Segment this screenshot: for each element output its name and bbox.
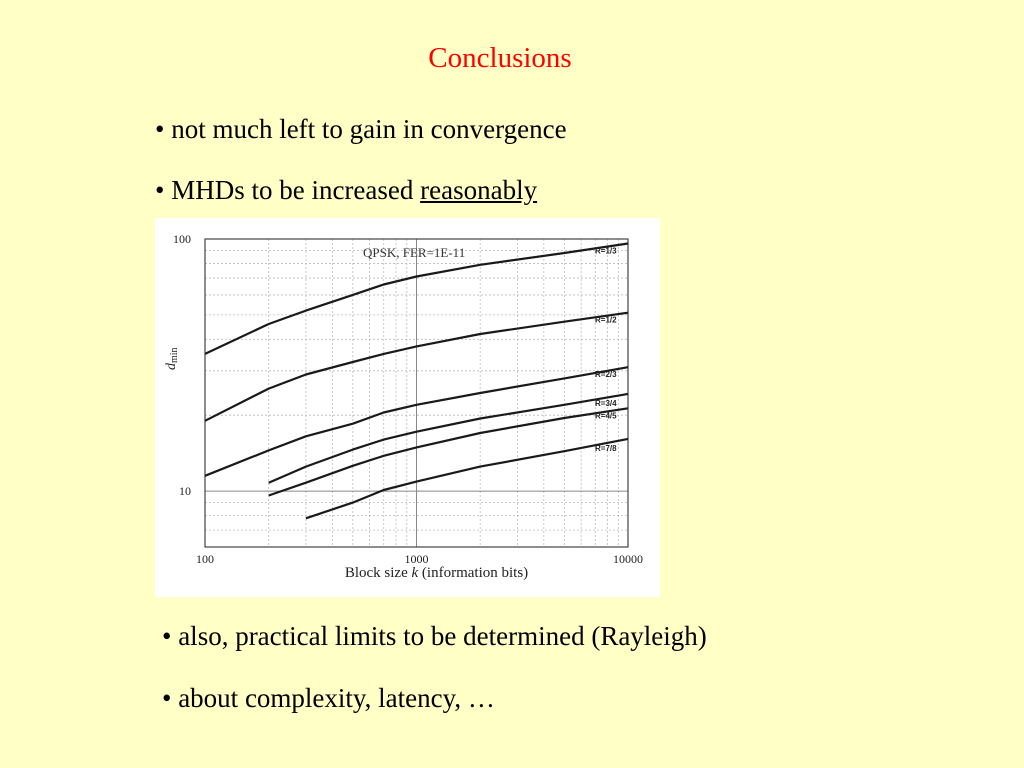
slide-title: Conclusions — [428, 42, 572, 74]
dmin-chart — [155, 218, 660, 597]
y-tick-label: 100 — [173, 232, 191, 246]
series-label: R=3/4 — [595, 398, 617, 408]
series-label: R=7/8 — [595, 443, 617, 453]
series-label: R=1/3 — [595, 246, 617, 256]
series-line — [306, 439, 628, 518]
chart-ticks — [173, 232, 643, 566]
dmin-chart-svg — [155, 218, 660, 597]
y-tick-label: 10 — [179, 484, 191, 499]
x-axis-label-prefix: Block size — [344, 565, 412, 581]
series-line — [269, 408, 628, 495]
x-axis-label-var: k — [411, 565, 419, 581]
bullet-mhds-emphasis: reasonably — [420, 175, 538, 205]
bullet-practical-limits: • also, practical limits to be determined (Rayleigh) — [162, 621, 707, 651]
chart-title: QPSK, FER=1E-11 — [363, 245, 466, 260]
x-axis-label-suffix: (information bits) — [418, 565, 529, 581]
x-tick-label: 1000 — [404, 552, 429, 566]
series-label: R=1/2 — [595, 315, 617, 325]
bullet-mhds-text: • MHDs to be increased — [155, 175, 421, 205]
series-label: R=2/3 — [595, 370, 617, 380]
chart-grid — [205, 239, 628, 547]
y-axis-label-var: d — [164, 363, 179, 370]
y-axis-label — [164, 347, 180, 370]
x-tick-label: 100 — [196, 552, 214, 566]
bullet-complexity: • about complexity, latency, … — [162, 683, 495, 713]
x-tick-label: 10000 — [613, 552, 643, 566]
bullet-convergence: • not much left to gain in convergence — [155, 114, 567, 144]
series-label: R=4/5 — [595, 411, 617, 421]
series-line — [269, 394, 628, 483]
bullet-mhds — [155, 175, 537, 206]
x-axis-label — [345, 565, 528, 581]
y-axis-label-sub: min — [169, 347, 180, 363]
